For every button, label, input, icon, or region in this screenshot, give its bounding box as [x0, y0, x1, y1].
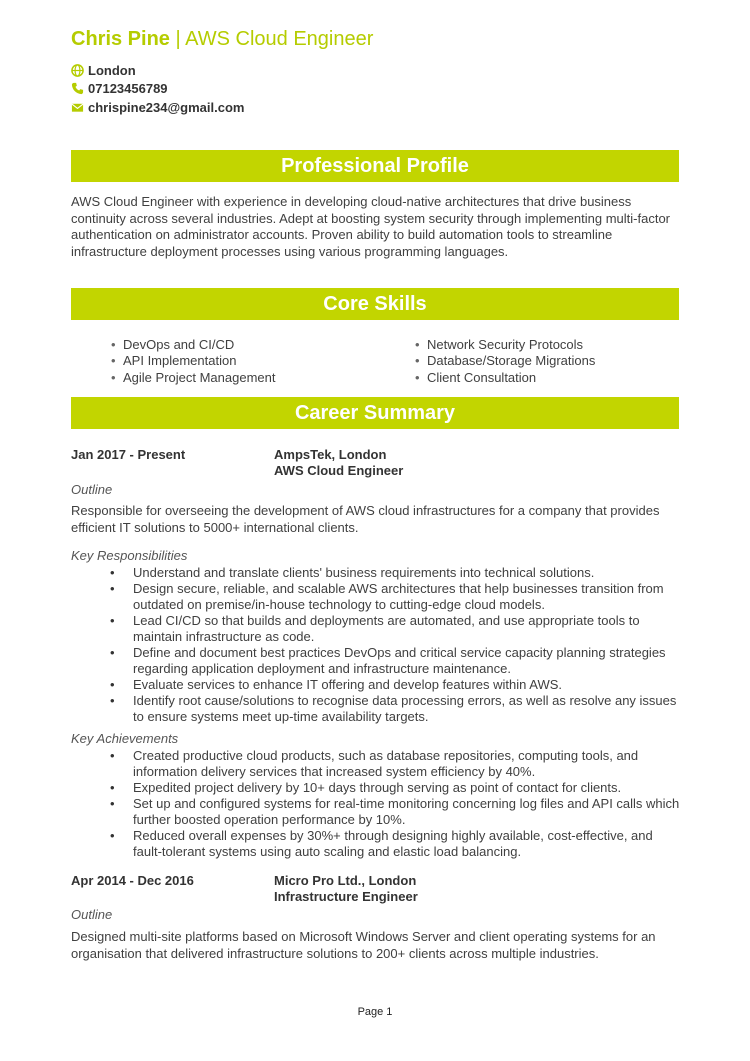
responsibilities-list [133, 565, 683, 725]
list-item: • Expedited project delivery by 10+ days through serving as point of contact for clients. [133, 780, 683, 796]
skill-item: • DevOps and CI/CD [123, 337, 234, 352]
list-item: • Lead CI/CD so that builds and deployments are automated, and use appropriate tools to maintain infrastructure as code. [133, 613, 683, 645]
list-item: • Set up and configured systems for real-time monitoring concerning log files and API calls which further boosted operation performance by 10%. [133, 796, 683, 828]
contact-phone [71, 81, 168, 96]
skill-item: • Client Consultation [427, 370, 536, 385]
list-item: • Created productive cloud products, such as database repositories, computing tools, and information delivery services that increased system efficiency by 40%. [133, 748, 683, 780]
achievements-list [133, 748, 683, 860]
contact-location [71, 63, 136, 78]
email-text: chrispine234@gmail.com [88, 100, 245, 115]
skill-item: • Database/Storage Migrations [427, 353, 595, 368]
envelope-icon [71, 101, 84, 114]
location-text: London [88, 63, 136, 78]
outline-label: Outline [71, 482, 113, 497]
list-item: • Evaluate services to enhance IT offering and develop features within AWS. [133, 677, 683, 693]
responsibilities-label: Key Responsibilities [71, 548, 188, 563]
job-role: Infrastructure Engineer [274, 889, 418, 904]
job-outline: Designed multi-site platforms based on Microsoft Windows Server and client operating systems for an organisation that delivered infrastructure solutions to 200+ clients across multiple industries. [71, 929, 656, 961]
list-item: • Identify root cause/solutions to recognise data processing errors, as well as resolve any issues to ensure systems meet up-time availability targets. [133, 693, 683, 725]
globe-icon [71, 64, 84, 77]
section-heading-career: Career Summary [71, 397, 679, 429]
achievements-label: Key Achievements [71, 731, 179, 746]
job-company: Micro Pro Ltd., London [274, 873, 417, 888]
list-item: • Understand and translate clients' business requirements into technical solutions. [133, 565, 683, 581]
job-outline: Responsible for overseeing the development of AWS cloud infrastructures for a company that provides efficient IT solutions to 5000+ international clients. [71, 503, 660, 535]
phone-icon [71, 82, 84, 95]
skill-item: • Agile Project Management [123, 370, 275, 385]
candidate-name: Chris Pine [71, 28, 170, 50]
page-number: Page 1 [357, 1006, 393, 1018]
skill-item: • API Implementation [123, 353, 236, 368]
skill-item: • Network Security Protocols [427, 337, 583, 352]
section-heading-profile: Professional Profile [71, 150, 679, 182]
page-title [71, 28, 373, 51]
job-title: AWS Cloud Engineer [185, 28, 374, 50]
job-dates: Apr 2014 - Dec 2016 [71, 873, 194, 888]
job-employer [274, 447, 403, 479]
job-employer [274, 873, 418, 905]
title-separator: | [175, 28, 181, 50]
outline-label: Outline [71, 907, 113, 922]
job-role: AWS Cloud Engineer [274, 463, 404, 478]
list-item: • Design secure, reliable, and scalable AWS architectures that help businesses transition from outdated on premise/in-house technology to cutting-edge cloud models. [133, 581, 683, 613]
list-item: • Reduced overall expenses by 30%+ through designing highly available, cost-effective, and fault-tolerant systems using auto scaling and elastic load balancing. [133, 828, 683, 860]
job-company: AmpsTek, London [274, 447, 387, 462]
section-heading-skills: Core Skills [71, 288, 679, 320]
list-item: • Define and document best practices DevOps and critical service capacity planning strategies regarding application deployment and infrastructure maintenance. [133, 645, 683, 677]
profile-text: AWS Cloud Engineer with experience in developing cloud-native architectures that drive business continuity across several industries. Adept at boosting system security through implementing multi-factor authentication on administrator accounts. Proven ability to build automation tools to streamline infrastructure deployment processes using various programming languages. [71, 194, 670, 259]
job-dates: Jan 2017 - Present [71, 447, 186, 462]
contact-email [71, 100, 244, 115]
phone-text: 07123456789 [88, 81, 168, 96]
